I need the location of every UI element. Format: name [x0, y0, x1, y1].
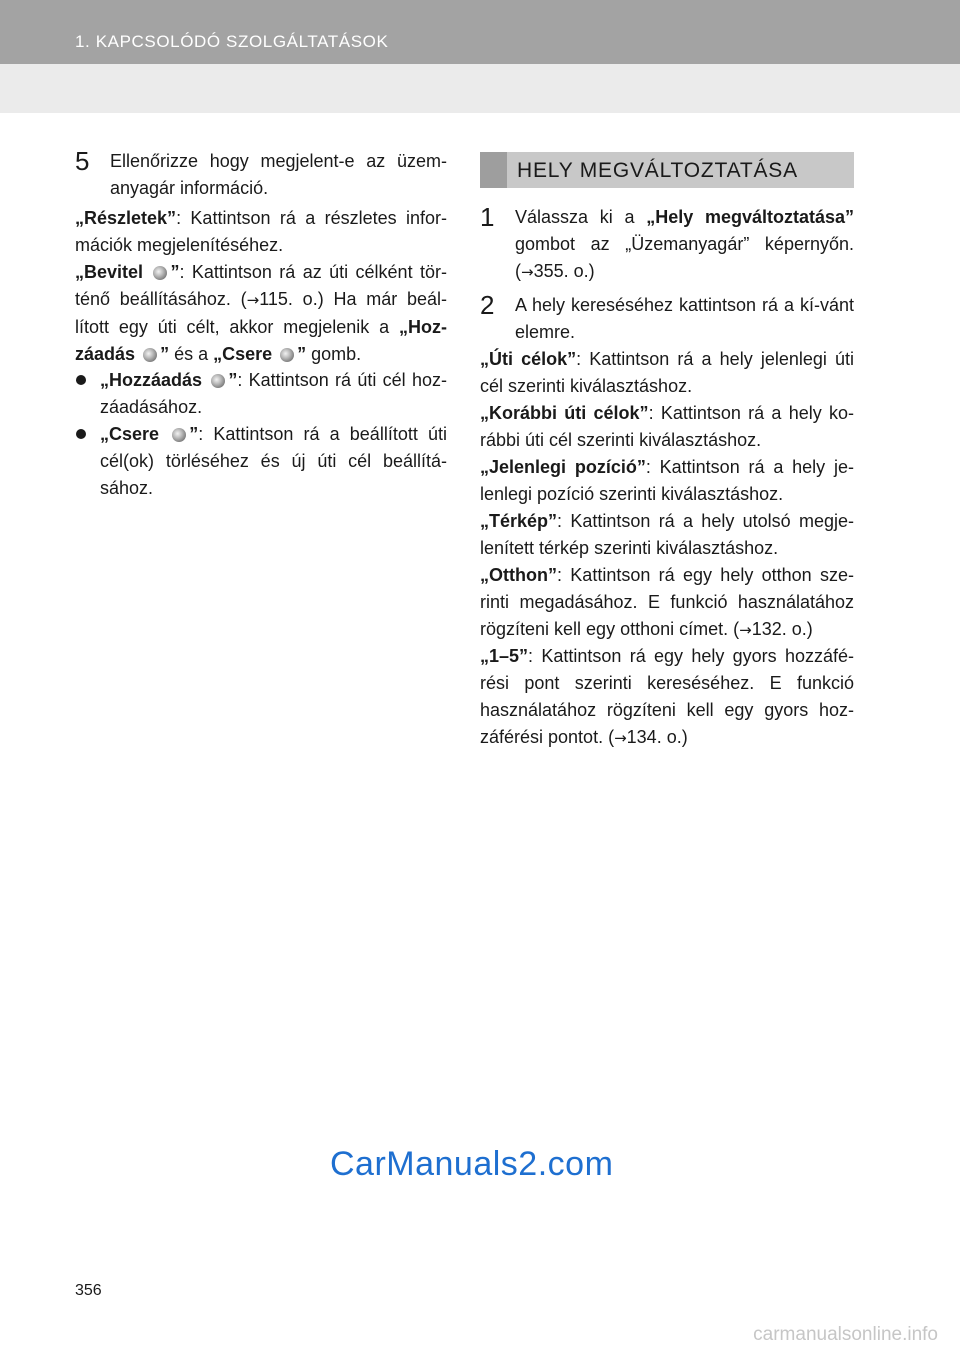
bullet-dot — [76, 429, 86, 439]
page-number: 356 — [75, 1282, 102, 1299]
section-title: HELY MEGVÁLTOZTATÁSA — [517, 159, 798, 182]
and-text: és a — [169, 344, 214, 364]
item-current-position — [480, 454, 854, 508]
arrow-icon: → — [521, 263, 534, 281]
enter-text-2: ) Ha már beál-lított egy úti célt, akkor megjelenik a — [75, 289, 448, 337]
footer-watermark[interactable]: carmanualsonline.info — [753, 1324, 938, 1345]
item-text: : Kattintson rá egy hely otthon sze-rinti megadásához. E funkció használatához rögzíteni kell egy otthoni címet. ( — [480, 565, 854, 639]
item-tail: ) — [806, 619, 813, 639]
chapter-title: 1. KAPCSOLÓDÓ SZOLGÁLTATÁSOK — [75, 32, 389, 51]
bullet-label-close: ” — [228, 370, 238, 390]
item-label: „Térkép” — [480, 511, 558, 531]
item-map — [480, 508, 854, 562]
bullet-add — [75, 367, 447, 421]
step-number: 2 — [480, 290, 495, 320]
item-text: : Kattintson rá a hely utolsó megje-lenített térkép szerinti kiválasztáshoz. — [480, 511, 854, 558]
page-ref[interactable]: 132. o. — [751, 619, 807, 639]
page-ref[interactable]: 115. o. — [259, 289, 318, 309]
add-label-close: ” — [160, 344, 170, 364]
bullet-dot — [76, 375, 86, 385]
bullet-replace — [75, 421, 447, 502]
step-text-3: ) — [588, 261, 595, 281]
details-paragraph — [75, 205, 447, 259]
item-text: : Kattintson rá a hely jelenlegi úti cél szerinti kiválasztáshoz. — [480, 349, 854, 396]
item-quick-access — [480, 643, 854, 752]
enter-text-1: : Kattintson rá az úti célként tör-ténő beállításához. ( — [75, 262, 447, 309]
bullet-text: : Kattintson rá a beállított úti cél(ok) törléséhez és új úti cél beállítá-sához. — [100, 424, 447, 498]
item-label: „Úti célok” — [480, 349, 577, 369]
bullet-label: „Hozzáadás — [100, 370, 203, 390]
dial-icon — [280, 348, 294, 362]
item-tail: ) — [681, 727, 688, 747]
page-ref[interactable]: 134. o. — [626, 727, 682, 747]
step-text-2: gombot az „Üzemanyagár” képernyőn. ( — [515, 234, 854, 281]
page-header — [0, 0, 960, 113]
step-5 — [75, 148, 447, 202]
item-text: : Kattintson rá egy hely gyors hozzáfé-rési pont szerinti kereséséhez. E funkció használatához rögzíteni kell egy gyors hoz-záférési pontot. ( — [480, 646, 854, 747]
dial-icon — [211, 374, 225, 388]
enter-paragraph — [75, 259, 447, 368]
replace-label: „Csere — [213, 344, 273, 364]
step-1 — [480, 204, 854, 286]
section-accent — [480, 152, 507, 188]
bullet-text: : Kattintson rá úti cél hoz-záadásához. — [100, 370, 447, 417]
dial-icon — [153, 266, 167, 280]
section-heading — [480, 152, 854, 188]
item-label: „Korábbi úti célok” — [480, 403, 649, 423]
step-text-1: Válassza ki a — [515, 207, 647, 227]
item-label: „1–5” — [480, 646, 529, 666]
header-bar — [0, 0, 960, 64]
item-label: „Otthon” — [480, 565, 557, 585]
dial-icon — [172, 428, 186, 442]
enter-label: „Bevitel — [75, 262, 144, 282]
details-label: „Részletek” — [75, 208, 177, 228]
page-ref[interactable]: 355. o. — [533, 261, 589, 281]
details-text: : Kattintson rá a részletes infor-mációk megjelenítéséhez. — [75, 208, 447, 255]
item-home — [480, 562, 854, 644]
step-2 — [480, 292, 854, 346]
step-number: 5 — [75, 146, 90, 176]
enter-tail: gomb. — [306, 344, 362, 364]
bullet-label: „Csere — [100, 424, 160, 444]
item-label: „Jelenlegi pozíció” — [480, 457, 646, 477]
watermark[interactable]: CarManuals2.com — [330, 1145, 614, 1183]
arrow-icon: → — [246, 291, 260, 309]
item-destinations — [480, 346, 854, 400]
dial-icon — [143, 348, 157, 362]
step-number: 1 — [480, 202, 495, 232]
add-label: „Hoz-záadás — [75, 317, 447, 364]
step-text: A hely kereséséhez kattintson rá a kí-vánt elemre. — [515, 295, 854, 342]
arrow-icon: → — [614, 729, 627, 747]
bullet-label-close: ” — [189, 424, 199, 444]
item-text: : Kattintson rá a hely je-lenlegi pozíció szerinti kiválasztáshoz. — [480, 457, 854, 504]
step-text: Ellenőrizze hogy megjelent-e az üzem-anyagár információ. — [110, 151, 447, 198]
replace-label-close: ” — [297, 344, 307, 364]
step-label: „Hely megváltoztatása” — [646, 207, 854, 227]
arrow-icon: → — [739, 621, 752, 639]
enter-label-close: ” — [170, 262, 180, 282]
item-text: : Kattintson rá a hely ko-rábbi úti cél szerinti kiválasztáshoz. — [480, 403, 854, 450]
item-previous-destinations — [480, 400, 854, 454]
